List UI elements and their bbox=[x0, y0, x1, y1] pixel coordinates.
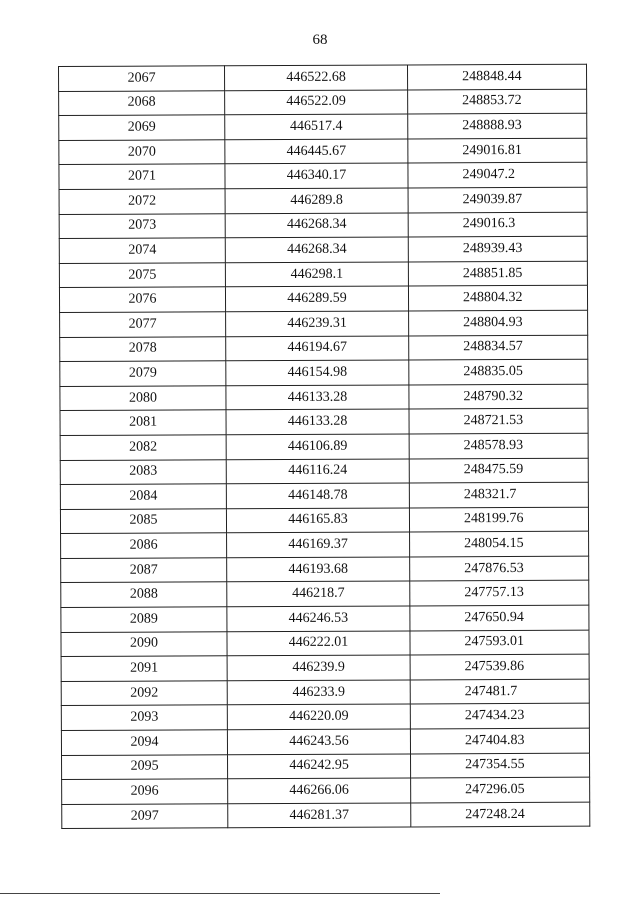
table-row bbox=[61, 605, 589, 632]
table-row bbox=[59, 286, 587, 313]
y-coordinate-cell: 247434.23 bbox=[410, 704, 589, 729]
x-coordinate-cell: 446281.37 bbox=[228, 803, 411, 828]
y-coordinate-cell: 248578.93 bbox=[409, 433, 588, 458]
x-coordinate-cell: 446169.37 bbox=[227, 532, 410, 557]
x-coordinate-cell: 446243.56 bbox=[227, 729, 410, 754]
y-coordinate-cell: 249047.2 bbox=[408, 163, 587, 188]
point-number-cell: 2090 bbox=[61, 631, 227, 656]
x-coordinate-cell: 446266.06 bbox=[228, 778, 411, 803]
table-row bbox=[60, 359, 588, 386]
y-coordinate-cell: 248848.44 bbox=[407, 64, 586, 89]
x-coordinate-cell: 446340.17 bbox=[225, 163, 408, 188]
table-row bbox=[60, 458, 588, 485]
x-coordinate-cell: 446165.83 bbox=[226, 508, 409, 533]
point-number-cell: 2074 bbox=[59, 238, 225, 263]
x-coordinate-cell: 446268.34 bbox=[225, 237, 408, 262]
point-number-cell: 2093 bbox=[61, 705, 227, 730]
y-coordinate-cell: 247481.7 bbox=[410, 679, 589, 704]
y-coordinate-cell: 248888.93 bbox=[408, 113, 587, 138]
x-coordinate-cell: 446154.98 bbox=[226, 360, 409, 385]
y-coordinate-cell: 247539.86 bbox=[410, 654, 589, 679]
y-coordinate-cell: 248835.05 bbox=[409, 359, 588, 384]
y-coordinate-cell: 249039.87 bbox=[408, 187, 587, 212]
y-coordinate-cell: 248054.15 bbox=[410, 531, 589, 556]
x-coordinate-cell: 446106.89 bbox=[226, 434, 409, 459]
table-row bbox=[59, 89, 587, 116]
y-coordinate-cell: 248804.93 bbox=[409, 310, 588, 335]
point-number-cell: 2076 bbox=[59, 287, 225, 312]
x-coordinate-cell: 446289.59 bbox=[225, 286, 408, 311]
point-number-cell: 2082 bbox=[60, 435, 226, 460]
x-coordinate-cell: 446220.09 bbox=[227, 704, 410, 729]
x-coordinate-cell: 446194.67 bbox=[226, 336, 409, 361]
table-row bbox=[61, 728, 589, 755]
x-coordinate-cell: 446522.09 bbox=[225, 90, 408, 115]
x-coordinate-cell: 446289.8 bbox=[225, 188, 408, 213]
table-row bbox=[59, 113, 587, 140]
table-row bbox=[61, 581, 589, 608]
y-coordinate-cell: 247593.01 bbox=[410, 630, 589, 655]
table-row bbox=[60, 384, 588, 411]
y-coordinate-cell: 248804.32 bbox=[408, 286, 587, 311]
point-number-cell: 2084 bbox=[60, 484, 226, 509]
point-number-cell: 2071 bbox=[59, 164, 225, 189]
x-coordinate-cell: 446445.67 bbox=[225, 139, 408, 164]
x-coordinate-cell: 446242.95 bbox=[228, 754, 411, 779]
y-coordinate-cell: 247757.13 bbox=[410, 581, 589, 606]
table-row bbox=[59, 261, 587, 288]
y-coordinate-cell: 247296.05 bbox=[411, 777, 590, 802]
coordinates-table-wrapper bbox=[58, 64, 589, 830]
point-number-cell: 2069 bbox=[59, 115, 225, 140]
table-row bbox=[61, 654, 589, 681]
point-number-cell: 2088 bbox=[61, 582, 227, 607]
x-coordinate-cell: 446239.9 bbox=[227, 655, 410, 680]
table-row bbox=[62, 802, 590, 829]
table-row bbox=[59, 138, 587, 165]
x-coordinate-cell: 446298.1 bbox=[225, 262, 408, 287]
table-row bbox=[59, 187, 587, 214]
table-row bbox=[62, 777, 590, 804]
table-row bbox=[60, 409, 588, 436]
x-coordinate-cell: 446522.68 bbox=[225, 65, 408, 90]
table-row bbox=[59, 64, 587, 91]
y-coordinate-cell: 248721.53 bbox=[409, 409, 588, 434]
table-row bbox=[60, 433, 588, 460]
point-number-cell: 2092 bbox=[61, 681, 227, 706]
point-number-cell: 2080 bbox=[60, 385, 226, 410]
y-coordinate-cell: 248790.32 bbox=[409, 384, 588, 409]
table-row bbox=[61, 679, 589, 706]
x-coordinate-cell: 446218.7 bbox=[227, 581, 410, 606]
table-row bbox=[60, 310, 588, 337]
x-coordinate-cell: 446239.31 bbox=[226, 311, 409, 336]
point-number-cell: 2096 bbox=[62, 779, 228, 804]
point-number-cell: 2085 bbox=[60, 508, 226, 533]
y-coordinate-cell: 248475.59 bbox=[409, 458, 588, 483]
table-row bbox=[60, 482, 588, 509]
x-coordinate-cell: 446246.53 bbox=[227, 606, 410, 631]
point-number-cell: 2075 bbox=[59, 263, 225, 288]
x-coordinate-cell: 446133.28 bbox=[226, 409, 409, 434]
coordinates-table bbox=[58, 64, 590, 830]
y-coordinate-cell: 249016.3 bbox=[408, 212, 587, 237]
x-coordinate-cell: 446148.78 bbox=[226, 483, 409, 508]
coordinates-table-body bbox=[59, 64, 590, 829]
point-number-cell: 2089 bbox=[61, 607, 227, 632]
bottom-rule bbox=[0, 893, 440, 894]
table-row bbox=[61, 531, 589, 558]
x-coordinate-cell: 446233.9 bbox=[227, 680, 410, 705]
x-coordinate-cell: 446517.4 bbox=[225, 114, 408, 139]
point-number-cell: 2079 bbox=[60, 361, 226, 386]
point-number-cell: 2091 bbox=[61, 656, 227, 681]
table-row bbox=[62, 753, 590, 780]
point-number-cell: 2094 bbox=[61, 730, 227, 755]
y-coordinate-cell: 248199.76 bbox=[409, 507, 588, 532]
point-number-cell: 2083 bbox=[60, 459, 226, 484]
y-coordinate-cell: 247354.55 bbox=[411, 753, 590, 778]
y-coordinate-cell: 247650.94 bbox=[410, 605, 589, 630]
point-number-cell: 2081 bbox=[60, 410, 226, 435]
y-coordinate-cell: 248321.7 bbox=[409, 482, 588, 507]
y-coordinate-cell: 247876.53 bbox=[410, 556, 589, 581]
table-row bbox=[59, 236, 587, 263]
y-coordinate-cell: 248853.72 bbox=[408, 89, 587, 114]
x-coordinate-cell: 446268.34 bbox=[225, 213, 408, 238]
point-number-cell: 2087 bbox=[61, 558, 227, 583]
y-coordinate-cell: 249016.81 bbox=[408, 138, 587, 163]
x-coordinate-cell: 446133.28 bbox=[226, 385, 409, 410]
point-number-cell: 2086 bbox=[61, 533, 227, 558]
table-row bbox=[59, 163, 587, 190]
point-number-cell: 2072 bbox=[59, 189, 225, 214]
x-coordinate-cell: 446193.68 bbox=[227, 557, 410, 582]
table-row bbox=[60, 335, 588, 362]
y-coordinate-cell: 248939.43 bbox=[408, 236, 587, 261]
table-row bbox=[61, 704, 589, 731]
point-number-cell: 2077 bbox=[60, 312, 226, 337]
page-number: 68 bbox=[312, 32, 328, 48]
y-coordinate-cell: 247404.83 bbox=[410, 728, 589, 753]
point-number-cell: 2068 bbox=[59, 90, 225, 115]
point-number-cell: 2067 bbox=[59, 66, 225, 91]
table-row bbox=[61, 630, 589, 657]
point-number-cell: 2073 bbox=[59, 213, 225, 238]
table-row bbox=[59, 212, 587, 239]
x-coordinate-cell: 446222.01 bbox=[227, 631, 410, 656]
y-coordinate-cell: 247248.24 bbox=[411, 802, 590, 827]
x-coordinate-cell: 446116.24 bbox=[226, 458, 409, 483]
point-number-cell: 2078 bbox=[60, 336, 226, 361]
y-coordinate-cell: 248834.57 bbox=[409, 335, 588, 360]
point-number-cell: 2097 bbox=[62, 804, 228, 829]
point-number-cell: 2070 bbox=[59, 140, 225, 165]
table-row bbox=[61, 556, 589, 583]
y-coordinate-cell: 248851.85 bbox=[408, 261, 587, 286]
point-number-cell: 2095 bbox=[62, 754, 228, 779]
table-row bbox=[60, 507, 588, 534]
